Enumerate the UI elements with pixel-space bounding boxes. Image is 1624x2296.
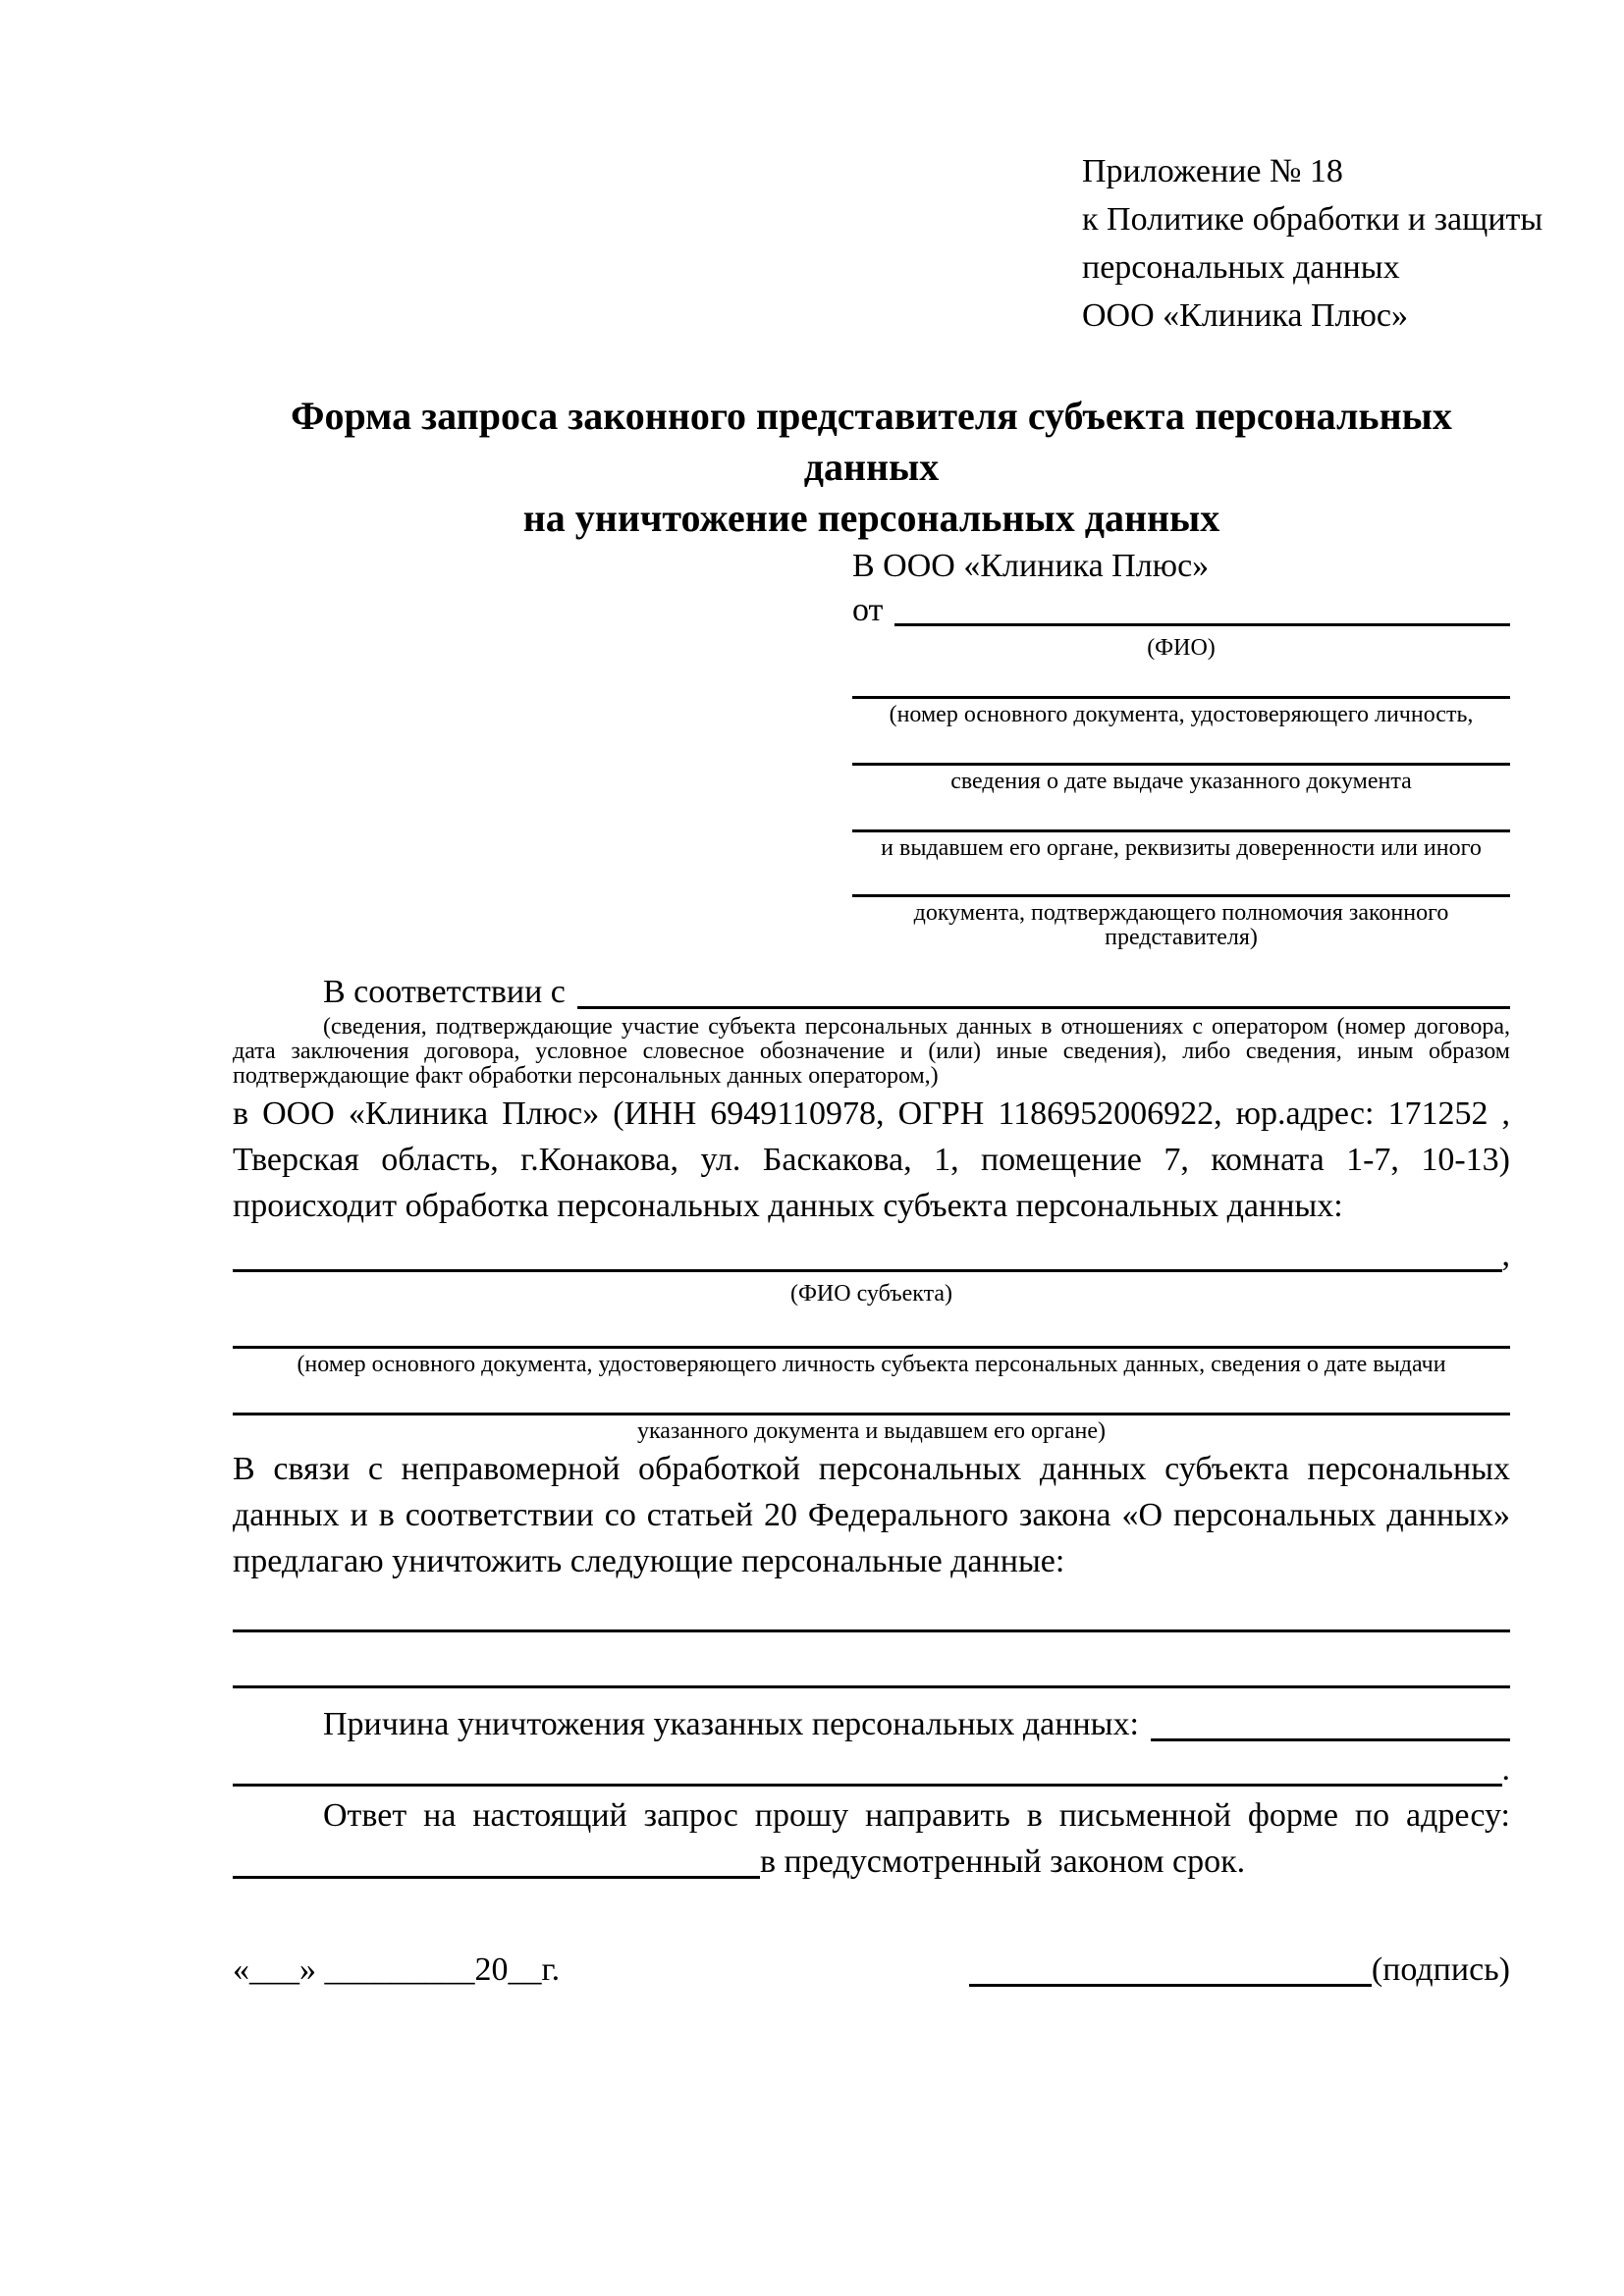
form-title-line2: на уничтожение персональных данных: [522, 496, 1220, 540]
subject-doc-blank-line-2: [233, 1413, 1510, 1415]
doc-caption-3: и выдавшем его органе, реквизиты доверенности или иного: [881, 835, 1482, 861]
date-signature-row: [233, 1948, 1510, 1993]
accordance-row: [233, 970, 1510, 1015]
addressee-block: [852, 544, 1510, 950]
accordance-blank-line: [577, 970, 1510, 1009]
from-field-row: [852, 589, 1510, 632]
cause-continue-row: [233, 1747, 1510, 1792]
operator-paragraph: в ООО «Клиника Плюс» (ИНН 6949110978, ОГРН 1186952006922, юр.адрес: 171252 , Тверская область, г.Конакова, ул. Баскакова, 1, помещение 7, комната 1-7, 10-13) происходит обработка персональных данных субъекта персональных данных:: [233, 1095, 1510, 1224]
cause-row: [233, 1702, 1510, 1747]
answer-tail: в предусмотренный законом срок.: [760, 1843, 1246, 1880]
fio-caption: (ФИО): [1147, 635, 1216, 661]
doc-blank-line-3: [852, 829, 1510, 832]
address-blank-line: [233, 1839, 760, 1879]
signature-caption: (подпись): [1371, 1951, 1510, 1988]
cause-period: .: [1501, 1751, 1510, 1788]
document-content: [233, 147, 1543, 1993]
doc-blank-line-1: [852, 696, 1510, 699]
appendix-company: ООО «Клиника Плюс»: [1082, 297, 1408, 334]
accordance-note: (сведения, подтверждающие участие субъекта персональных данных в отношениях с оператором (номер договора, дата заключения договора, условное словесное обозначение и (или) иные сведения), либо сведения, иным образом подтверждающие факт обработки персональных данных оператором,): [233, 1014, 1510, 1089]
from-label: от: [852, 592, 884, 628]
accordance-label: В соответствии с: [323, 974, 566, 1010]
cause-blank-line: [1151, 1702, 1510, 1741]
data-to-destroy-blank-line-1: [233, 1629, 1510, 1632]
reason-paragraph: В связи с неправомерной обработкой персональных данных субъекта персональных данных и в соответствии со статьей 20 Федерального закона «О персональных данных» предлагаю уничтожить следующие персональные данные:: [233, 1451, 1510, 1579]
answer-paragraph: Ответ на настоящий запрос прошу направить в письменной форме по адресу:: [323, 1797, 1510, 1834]
doc-blank-line-2: [852, 763, 1510, 766]
form-title: [233, 391, 1510, 544]
doc-blank-line-4: [852, 894, 1510, 897]
subject-fio-row: [233, 1233, 1510, 1278]
doc-caption-4: документа, подтверждающего полномочия законного представителя): [913, 900, 1449, 950]
cause-blank-line-2: [233, 1747, 1502, 1787]
subject-fio-comma: ,: [1501, 1237, 1510, 1273]
form-body: [233, 970, 1510, 1993]
appendix-header: [1082, 147, 1543, 340]
data-to-destroy-blank-line-2: [233, 1685, 1510, 1688]
doc-caption-1: (номер основного документа, удостоверяющего личность,: [889, 702, 1474, 727]
answer-address-row: [233, 1839, 1510, 1885]
appendix-number: Приложение № 18: [1082, 153, 1343, 189]
signature-blank-line: [969, 1948, 1372, 1987]
subject-doc-caption-1: (номер основного документа, удостоверяющего личность субъекта персональных данных, сведения о дате выдачи: [297, 1352, 1446, 1377]
subject-doc-caption-2: указанного документа и выдавшем его органе): [636, 1418, 1107, 1444]
from-blank-line: [894, 589, 1510, 626]
subject-fio-caption: (ФИО субъекта): [789, 1281, 953, 1307]
appendix-policy-line: к Политике обработки и защиты: [1082, 201, 1543, 238]
appendix-policy-line2: персональных данных: [1082, 249, 1400, 286]
addressee-to: В ООО «Клиника Плюс»: [852, 548, 1210, 584]
form-title-line1: Форма запроса законного представителя субъекта персональных данных: [291, 394, 1452, 489]
cause-label: Причина уничтожения указанных персональных данных:: [323, 1706, 1139, 1742]
subject-doc-blank-line-1: [233, 1346, 1510, 1349]
signature-group: [969, 1948, 1510, 1993]
doc-caption-2: сведения о дате выдаче указанного документа: [950, 769, 1412, 794]
date-field: «___» _________20__г.: [233, 1951, 561, 1988]
subject-fio-blank-line: [233, 1233, 1502, 1272]
